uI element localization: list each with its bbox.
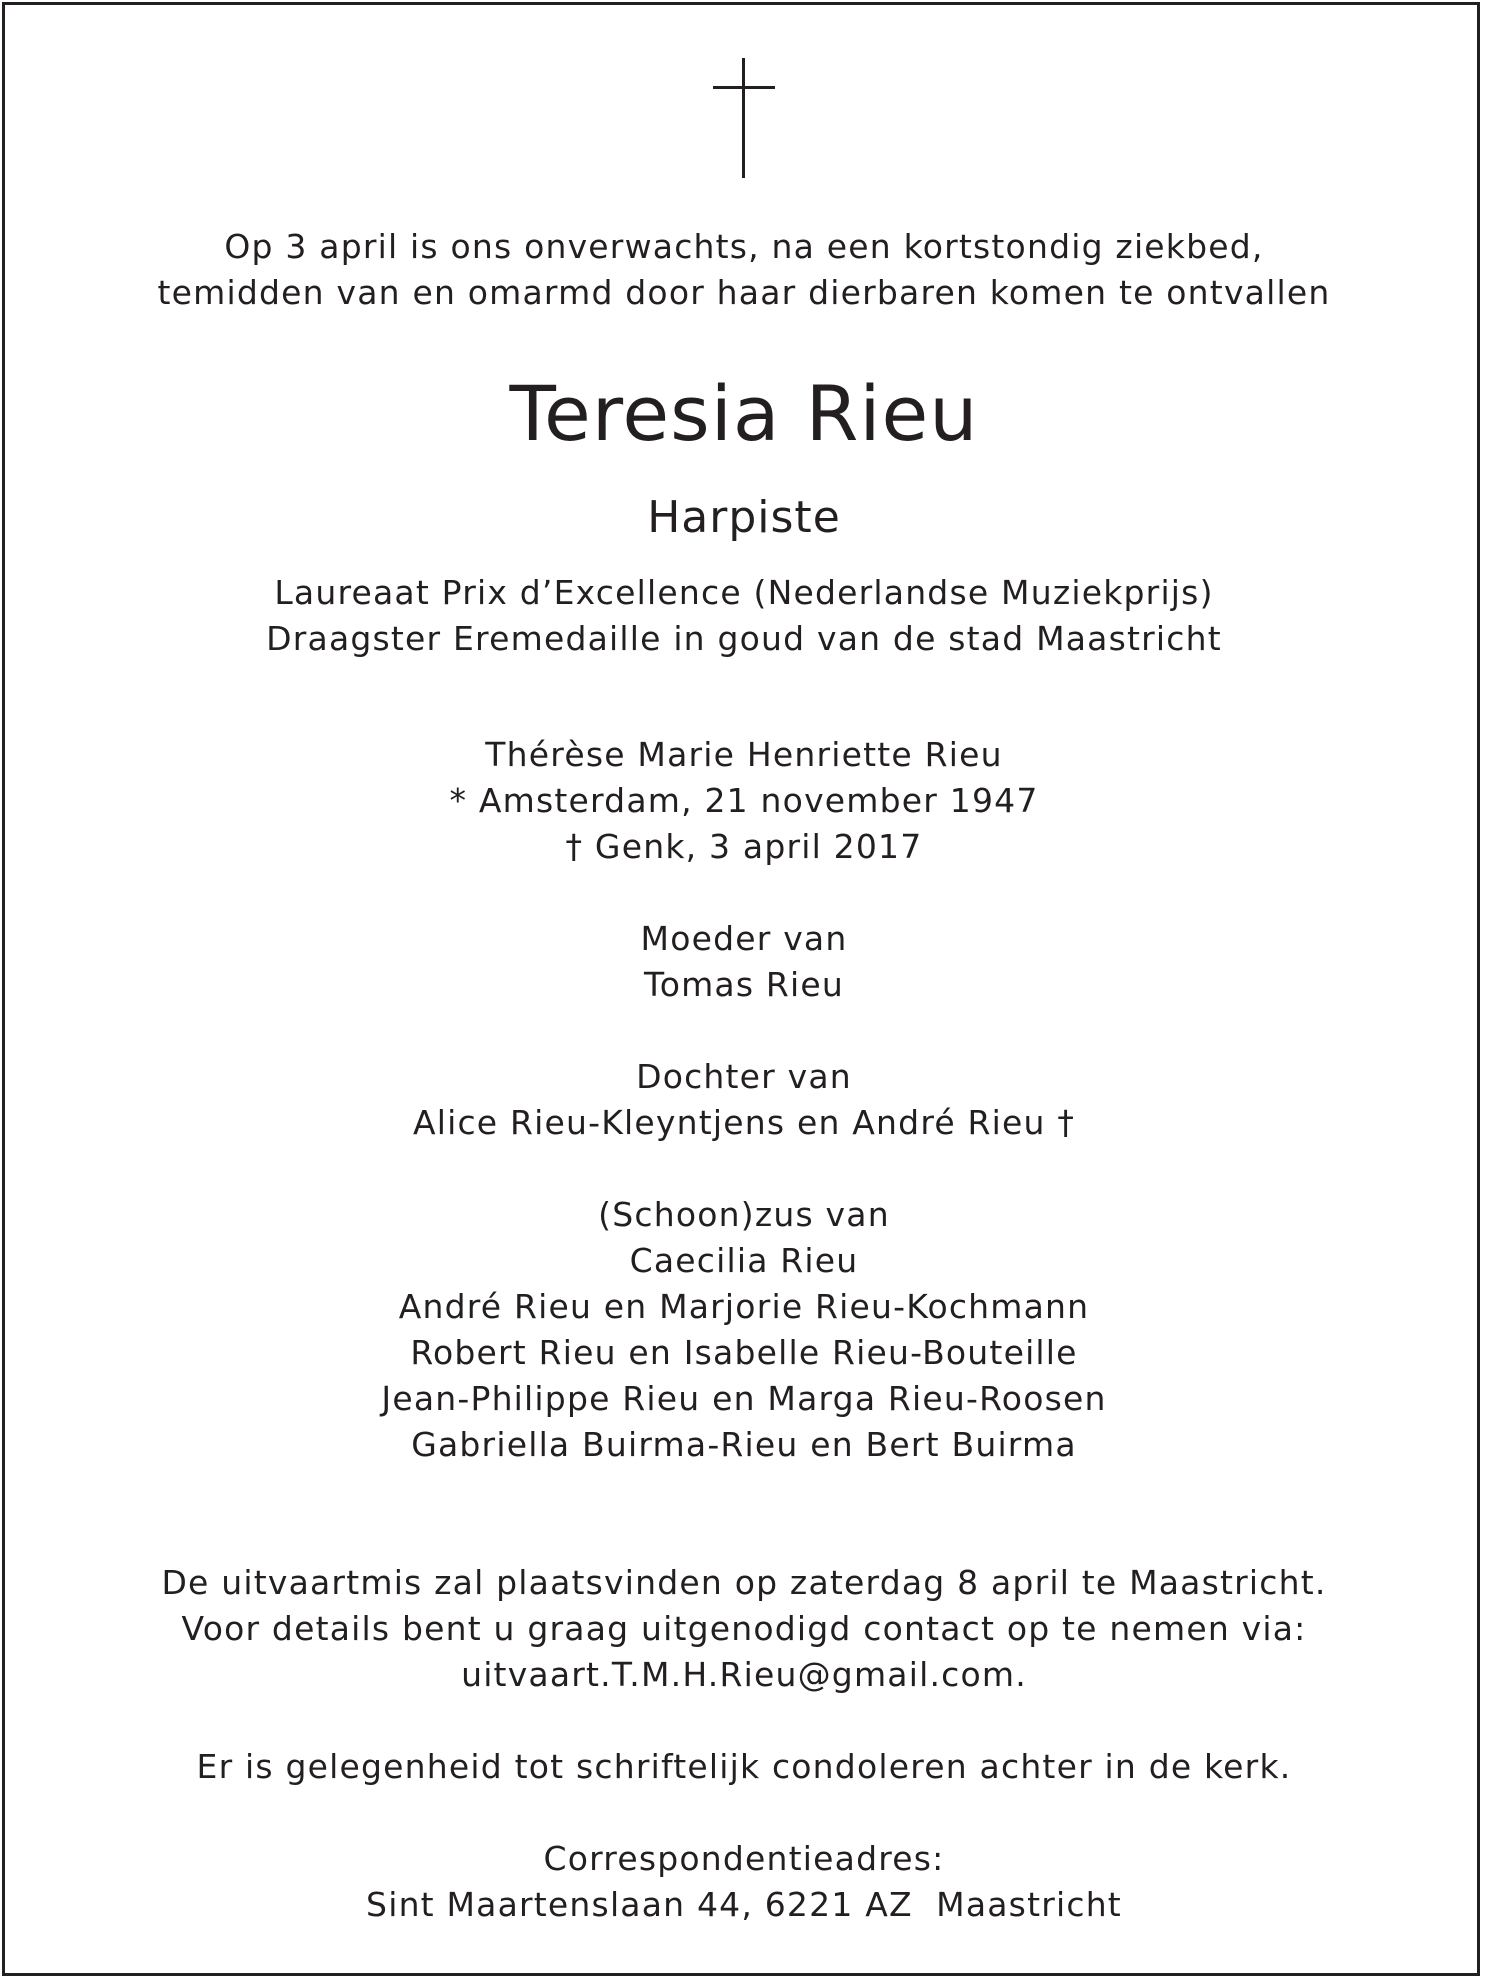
- mother-of-heading: Moeder van: [640, 919, 848, 958]
- intro-line-2: temidden van en omarmd door haar dierbaren komen te ontvallen: [157, 273, 1331, 312]
- profession: Harpiste: [647, 492, 841, 543]
- deceased-name: Teresia Rieu: [509, 369, 979, 458]
- honor-line-1: Laureaat Prix d’Excellence (Nederlandse Muziekprijs): [274, 573, 1214, 612]
- full-name: Thérèse Marie Henriette Rieu: [485, 735, 1003, 774]
- funeral-line-1: De uitvaartmis zal plaatsvinden op zaterdag 8 april te Maastricht.: [161, 1563, 1327, 1602]
- daughter-of-name: Alice Rieu-Kleyntjens en André Rieu †: [412, 1103, 1076, 1142]
- condolence-line: Er is gelegenheid tot schriftelijk condoleren achter in de kerk.: [196, 1747, 1292, 1786]
- sister-of-name: André Rieu en Marjorie Rieu-Kochmann: [398, 1287, 1090, 1326]
- daughter-of-heading: Dochter van: [636, 1057, 852, 1096]
- birth-line: * Amsterdam, 21 november 1947: [449, 781, 1039, 820]
- sister-of-heading: (Schoon)zus van: [598, 1195, 890, 1234]
- address-value: Sint Maartenslaan 44, 6221 AZ Maastricht: [366, 1885, 1122, 1924]
- death-line: † Genk, 3 april 2017: [565, 827, 923, 866]
- contact-email: uitvaart.T.M.H.Rieu@gmail.com.: [461, 1655, 1027, 1694]
- honor-line-2: Draagster Eremedaille in goud van de stad Maastricht: [266, 619, 1222, 658]
- sister-of-name: Jean-Philippe Rieu en Marga Rieu-Roosen: [381, 1379, 1107, 1418]
- funeral-line-2: Voor details bent u graag uitgenodigd contact op te nemen via:: [181, 1609, 1307, 1648]
- cross-icon: [713, 58, 775, 178]
- sister-of-name: Caecilia Rieu: [629, 1241, 859, 1280]
- sister-of-name: Gabriella Buirma-Rieu en Bert Buirma: [411, 1425, 1077, 1464]
- mother-of-name: Tomas Rieu: [643, 965, 845, 1004]
- sister-of-name: Robert Rieu en Isabelle Rieu-Bouteille: [410, 1333, 1078, 1372]
- address-heading: Correspondentieadres:: [543, 1839, 945, 1878]
- intro-line-1: Op 3 april is ons onverwachts, na een kortstondig ziekbed,: [224, 227, 1264, 266]
